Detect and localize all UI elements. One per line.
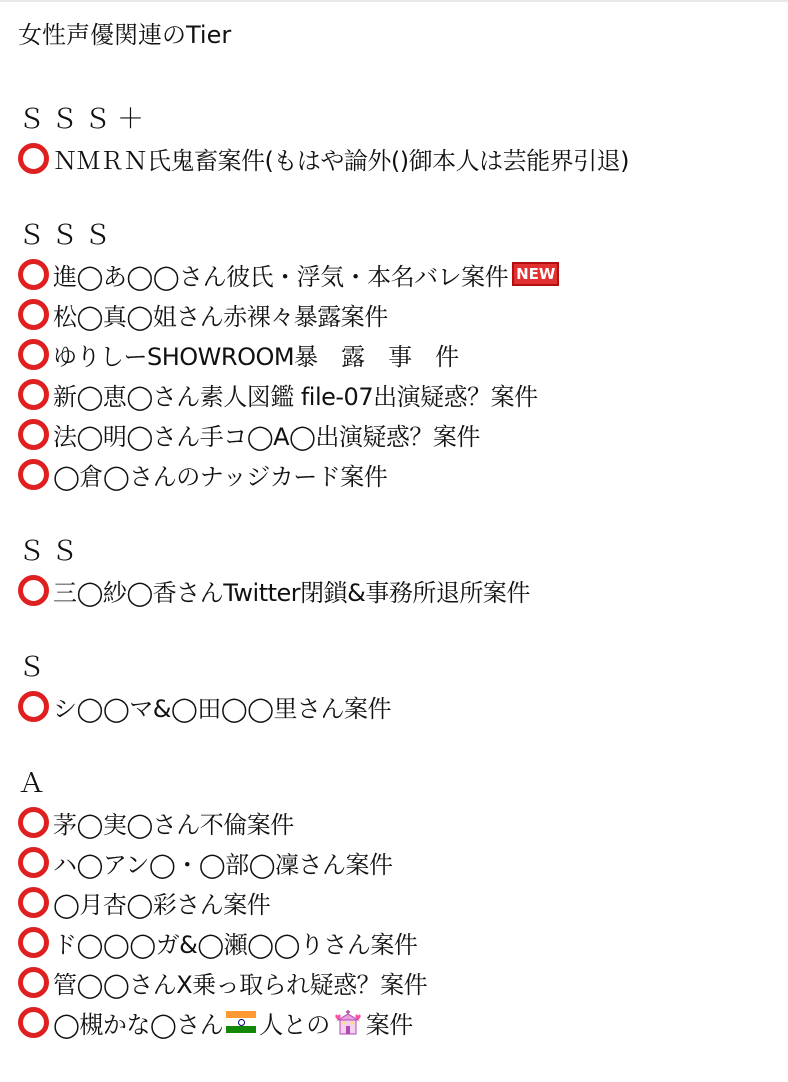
list-item xyxy=(18,254,780,294)
tier-heading: ＳＳＳ＋ xyxy=(18,104,150,135)
list-item xyxy=(18,294,780,334)
item-text: ＮＭＲＮ氏鬼畜案件(もはや論外()御本人は芸能界引退) xyxy=(53,146,629,175)
item-text: ◯倉◯さんのナッジカード案件 xyxy=(53,462,388,491)
heavy-large-circle-icon xyxy=(18,575,49,606)
list-item xyxy=(18,882,780,922)
page-title: 女性声優関連のTier xyxy=(18,21,232,49)
list-item xyxy=(18,138,780,178)
item-text: 法◯明◯さん手コ◯A◯出演疑惑？案件 xyxy=(53,422,480,451)
list-item xyxy=(18,922,780,962)
item-text: ハ◯アン◯・◯部◯凜さん案件 xyxy=(53,850,393,879)
list-item xyxy=(18,570,780,610)
tier-heading: ＳＳ xyxy=(18,536,84,567)
heavy-large-circle-icon xyxy=(18,459,49,490)
tier-section-ss xyxy=(18,534,780,610)
heavy-large-circle-icon xyxy=(18,339,49,370)
heavy-large-circle-icon xyxy=(18,143,49,174)
list-item xyxy=(18,686,780,726)
heavy-large-circle-icon xyxy=(18,887,49,918)
item-text-before: ◯槻かな◯さん xyxy=(53,1010,224,1039)
heavy-large-circle-icon xyxy=(18,1007,49,1038)
tier-heading: Ａ xyxy=(18,768,51,799)
top-divider xyxy=(0,0,788,2)
heavy-large-circle-icon xyxy=(18,299,49,330)
tier-section-a xyxy=(18,766,780,1042)
heavy-large-circle-icon xyxy=(18,379,49,410)
list-item xyxy=(18,414,780,454)
item-text: 新◯恵◯さん素人図鑑 file-07出演疑惑？案件 xyxy=(53,382,538,411)
list-item xyxy=(18,374,780,414)
new-badge: NEW xyxy=(512,262,559,286)
list-item xyxy=(18,962,780,1002)
tier-section-sss-plus xyxy=(18,102,780,178)
list-item xyxy=(18,842,780,882)
heavy-large-circle-icon xyxy=(18,691,49,722)
heavy-large-circle-icon xyxy=(18,967,49,998)
list-item xyxy=(18,454,780,494)
item-text: ゆりしーSHOWROOM暴 露 事 件 xyxy=(53,342,459,371)
heavy-large-circle-icon xyxy=(18,807,49,838)
heavy-large-circle-icon xyxy=(18,259,49,290)
list-item xyxy=(18,334,780,374)
item-text-after: 案件 xyxy=(365,1010,413,1039)
list-item xyxy=(18,802,780,842)
item-text: 松◯真◯姐さん赤裸々暴露案件 xyxy=(53,302,388,331)
item-text: シ◯◯マ&◯田◯◯里さん案件 xyxy=(53,694,392,723)
heavy-large-circle-icon xyxy=(18,847,49,878)
tier-section-sss xyxy=(18,218,780,494)
item-text: 茅◯実◯さん不倫案件 xyxy=(53,810,294,839)
list-item xyxy=(18,1002,780,1042)
heavy-large-circle-icon xyxy=(18,419,49,450)
item-text: ◯月杏◯彩さん案件 xyxy=(53,890,271,919)
item-text-middle: 人との xyxy=(259,1010,330,1039)
tier-heading: Ｓ xyxy=(18,652,51,683)
item-text: ド◯◯◯ガ&◯瀬◯◯りさん案件 xyxy=(53,930,418,959)
item-text: 進◯あ◯◯さん彼氏・浮気・本名バレ案件 xyxy=(53,262,509,291)
heavy-large-circle-icon xyxy=(18,927,49,958)
tier-list-document xyxy=(18,18,780,1082)
tier-heading: ＳＳＳ xyxy=(18,220,117,251)
tier-section-s xyxy=(18,650,780,726)
item-text: 管◯◯さんX乗っ取られ疑惑？案件 xyxy=(53,970,428,999)
india-flag-icon xyxy=(226,1011,256,1033)
item-text: 三◯紗◯香さんTwitter閉鎖&事務所退所案件 xyxy=(53,578,530,607)
wedding-icon xyxy=(333,1008,363,1036)
